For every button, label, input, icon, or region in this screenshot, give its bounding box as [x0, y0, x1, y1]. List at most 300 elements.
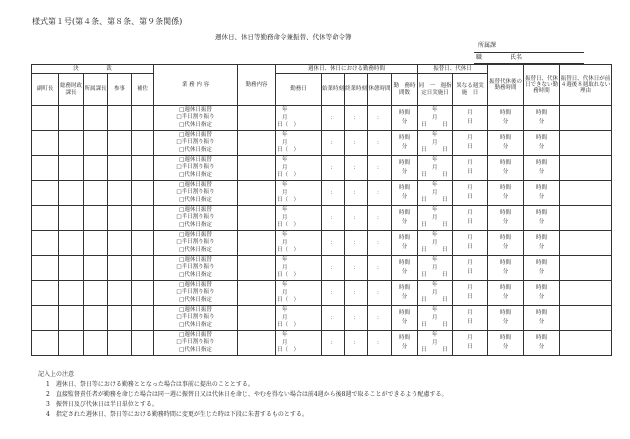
work-content-cell[interactable] [238, 331, 276, 356]
deputy-mayor-stamp-cell[interactable] [32, 131, 59, 156]
day-unit: 日 [467, 219, 473, 225]
transfer-hours-cell[interactable] [488, 231, 524, 256]
assistant-stamp-cell[interactable] [132, 131, 154, 156]
option-compensatory-day[interactable]: □代休日指定 [179, 121, 212, 128]
non-transfer-hours-cell[interactable] [524, 106, 560, 131]
transfer-hours-cell[interactable] [488, 281, 524, 306]
option-holiday-transfer[interactable]: □週休日振替 [179, 181, 212, 188]
break-time-cell[interactable] [368, 281, 392, 306]
deputy-mayor-stamp-cell[interactable] [32, 331, 59, 356]
deputy-mayor-stamp-cell[interactable] [32, 231, 59, 256]
work-date-cell[interactable] [276, 306, 322, 331]
day-unit: 日 [421, 272, 427, 278]
option-holiday-transfer[interactable]: □週休日振替 [179, 156, 212, 163]
month-unit: 月 [282, 165, 288, 171]
work-date-cell[interactable] [276, 231, 322, 256]
work-date-cell[interactable] [276, 331, 322, 356]
affiliation-field-line[interactable] [474, 52, 584, 53]
day-unit: 日 [421, 222, 427, 228]
other-week-date-cell[interactable] [453, 331, 488, 356]
break-time-cell[interactable] [368, 206, 392, 231]
hour-unit: 時間 [499, 310, 511, 316]
duty-options-cell[interactable] [154, 331, 238, 356]
break-time-cell[interactable] [368, 256, 392, 281]
work-date-cell[interactable] [276, 206, 322, 231]
day-unit: 日 [442, 322, 448, 328]
transfer-header: 振替日、代休日 [418, 65, 488, 74]
reason-cell[interactable] [560, 206, 612, 231]
work-hours-cell[interactable] [392, 306, 418, 331]
non-transfer-hours-cell[interactable] [524, 156, 560, 181]
start-time-cell[interactable] [322, 306, 345, 331]
form-label: 様式第１号(第４条、第８条、第９条関係) [32, 17, 183, 26]
work-date-cell[interactable] [276, 181, 322, 206]
same-week-date-cell[interactable] [418, 181, 453, 206]
same-week-date-cell[interactable] [418, 106, 453, 131]
other-week-date-cell[interactable] [453, 131, 488, 156]
month-unit: 月 [432, 165, 438, 171]
reason-cell[interactable] [560, 181, 612, 206]
other-week-date-cell[interactable] [453, 306, 488, 331]
non-transfer-hours-cell[interactable] [524, 206, 560, 231]
non-transfer-hours-cell[interactable] [524, 231, 560, 256]
option-half-day-allocation[interactable]: □半日割り振り [176, 214, 215, 221]
break-time-cell[interactable] [368, 231, 392, 256]
work-content-cell[interactable] [238, 106, 276, 131]
start-time-cell[interactable] [322, 231, 345, 256]
note-item: 1 週休日、祭日等における勤務ととなった場合は事前に提出のこととする。 [46, 381, 254, 388]
hour-unit: 時間 [398, 185, 410, 191]
time-separator: ： [376, 214, 383, 221]
start-time-cell[interactable] [322, 106, 345, 131]
option-compensatory-day[interactable]: □代休日指定 [179, 246, 212, 253]
same-week-date-cell[interactable] [418, 231, 453, 256]
minute-unit: 分 [502, 194, 509, 200]
day-unit: 日 [467, 269, 473, 275]
deputy-mayor-stamp-cell[interactable] [32, 281, 59, 306]
option-compensatory-day[interactable]: □代休日指定 [179, 196, 212, 203]
hour-unit: 時間 [398, 160, 410, 166]
option-compensatory-day[interactable]: □代休日指定 [179, 321, 212, 328]
day-unit: 日 [421, 122, 427, 128]
general-affairs-stamp-cell[interactable] [59, 106, 84, 131]
duty-options-cell[interactable] [154, 106, 238, 131]
dept-head-stamp-cell[interactable] [84, 206, 108, 231]
option-half-day-allocation[interactable]: □半日割り振り [176, 339, 215, 346]
option-half-day-allocation[interactable]: □半日割り振り [176, 139, 215, 146]
same-week-date-cell[interactable] [418, 131, 453, 156]
minute-unit: 分 [401, 219, 408, 225]
end-time-cell[interactable] [345, 206, 368, 231]
general-affairs-stamp-cell[interactable] [59, 256, 84, 281]
hour-unit: 時間 [398, 310, 410, 316]
deputy-mayor-stamp-cell[interactable] [32, 306, 59, 331]
other-week-date-cell[interactable] [453, 181, 488, 206]
break-time-cell[interactable] [368, 306, 392, 331]
minute-unit: 分 [538, 294, 545, 300]
time-separator: ： [376, 189, 383, 196]
minute-unit: 分 [538, 319, 545, 325]
day-unit: 日 [442, 222, 448, 228]
dept-head-stamp-cell[interactable] [84, 156, 108, 181]
deputy-mayor-stamp-cell[interactable] [32, 156, 59, 181]
same-week-date-cell[interactable] [418, 206, 453, 231]
option-compensatory-day[interactable]: □代休日指定 [179, 171, 212, 178]
other-week-date-cell[interactable] [453, 256, 488, 281]
dept-head-stamp-cell[interactable] [84, 281, 108, 306]
deputy-mayor-header: 副町長 [32, 74, 59, 106]
non-transfer-hours-cell[interactable] [524, 181, 560, 206]
year-unit: 年 [282, 132, 288, 138]
day-weekday-unit: 日（ ） [277, 322, 300, 328]
counselor-stamp-cell[interactable] [108, 206, 132, 231]
month-unit: 月 [282, 290, 288, 296]
counselor-stamp-cell[interactable] [108, 306, 132, 331]
option-compensatory-day[interactable]: □代休日指定 [179, 346, 212, 353]
reason-cell[interactable] [560, 306, 612, 331]
reason-cell[interactable] [560, 281, 612, 306]
reason-cell[interactable] [560, 156, 612, 181]
option-holiday-transfer[interactable]: □週休日振替 [179, 231, 212, 238]
option-half-day-allocation[interactable]: □半日割り振り [176, 239, 215, 246]
work-content-cell[interactable] [238, 181, 276, 206]
duty-options-cell[interactable] [154, 281, 238, 306]
minute-unit: 分 [538, 194, 545, 200]
year-unit: 年 [432, 132, 438, 138]
work-hours-cell[interactable] [392, 131, 418, 156]
day-unit: 日 [467, 144, 473, 150]
table-row [32, 256, 612, 281]
minute-unit: 分 [401, 244, 408, 250]
counselor-stamp-cell[interactable] [108, 181, 132, 206]
dept-head-stamp-cell[interactable] [84, 181, 108, 206]
hour-unit: 時間 [499, 110, 511, 116]
assistant-header: 補佐 [132, 74, 154, 106]
non-transfer-hours-cell[interactable] [524, 131, 560, 156]
hour-unit: 時間 [535, 185, 547, 191]
transfer-hours-cell[interactable] [488, 331, 524, 356]
day-unit: 日 [467, 294, 473, 300]
start-time-cell[interactable] [322, 256, 345, 281]
minute-unit: 分 [401, 319, 408, 325]
same-week-date-cell[interactable] [418, 306, 453, 331]
work-content-cell[interactable] [238, 281, 276, 306]
hour-unit: 時間 [398, 210, 410, 216]
transfer-hours-cell[interactable] [488, 206, 524, 231]
time-separator: ： [353, 339, 359, 346]
day-unit: 日 [467, 119, 473, 125]
work-hours-cell[interactable] [392, 256, 418, 281]
year-unit: 年 [282, 232, 288, 238]
end-time-cell[interactable] [345, 231, 368, 256]
year-unit: 年 [432, 232, 438, 238]
minute-unit: 分 [538, 244, 545, 250]
day-unit: 日 [442, 122, 448, 128]
non-transfer-hours-cell[interactable] [524, 306, 560, 331]
option-half-day-allocation[interactable]: □半日割り振り [176, 189, 215, 196]
general-affairs-stamp-cell[interactable] [59, 131, 84, 156]
duty-options-cell[interactable] [154, 256, 238, 281]
transfer-hours-cell[interactable] [488, 106, 524, 131]
end-time-cell[interactable] [345, 306, 368, 331]
work-hours-cell[interactable] [392, 206, 418, 231]
work-hours-cell[interactable] [392, 281, 418, 306]
work-hours-cell[interactable] [392, 331, 418, 356]
duty-options-cell[interactable] [154, 206, 238, 231]
end-time-cell[interactable] [345, 106, 368, 131]
transfer-hours-cell[interactable] [488, 131, 524, 156]
dept-head-stamp-cell[interactable] [84, 256, 108, 281]
transfer-hours-cell[interactable] [488, 256, 524, 281]
assistant-stamp-cell[interactable] [132, 306, 154, 331]
time-separator: ： [376, 314, 383, 321]
option-holiday-transfer[interactable]: □週休日振替 [179, 106, 212, 113]
dept-head-stamp-cell[interactable] [84, 231, 108, 256]
end-time-cell[interactable] [345, 281, 368, 306]
reason-cell[interactable] [560, 106, 612, 131]
option-half-day-allocation[interactable]: □半日割り振り [176, 114, 215, 121]
reason-cell[interactable] [560, 331, 612, 356]
minute-unit: 分 [502, 219, 509, 225]
month-unit: 月 [282, 190, 288, 196]
counselor-stamp-cell[interactable] [108, 156, 132, 181]
end-time-cell[interactable] [345, 156, 368, 181]
duty-options-cell[interactable] [154, 306, 238, 331]
day-weekday-unit: 日（ ） [277, 222, 300, 228]
start-time-cell[interactable] [322, 331, 345, 356]
deputy-mayor-stamp-cell[interactable] [32, 181, 59, 206]
holiday-hours-header: 週休日、休日における勤務時間 [276, 65, 418, 74]
general-affairs-stamp-cell[interactable] [59, 281, 84, 306]
assistant-stamp-cell[interactable] [132, 206, 154, 231]
hour-unit: 時間 [535, 160, 547, 166]
work-date-cell[interactable] [276, 281, 322, 306]
day-unit: 日 [442, 247, 448, 253]
transfer-hours-cell[interactable] [488, 181, 524, 206]
end-time-cell[interactable] [345, 331, 368, 356]
year-unit: 年 [432, 332, 438, 338]
break-time-cell[interactable] [368, 331, 392, 356]
duty-options-cell[interactable] [154, 131, 238, 156]
day-unit: 日 [467, 194, 473, 200]
work-date-cell[interactable] [276, 256, 322, 281]
work-hours-cell[interactable] [392, 156, 418, 181]
end-time-cell[interactable] [345, 131, 368, 156]
day-unit: 日 [467, 344, 473, 350]
work-date-cell[interactable] [276, 131, 322, 156]
minute-unit: 分 [401, 269, 408, 275]
assistant-stamp-cell[interactable] [132, 231, 154, 256]
work-content-cell[interactable] [238, 256, 276, 281]
non-transfer-hours-cell[interactable] [524, 281, 560, 306]
general-affairs-stamp-cell[interactable] [59, 331, 84, 356]
non-transfer-hours-cell[interactable] [524, 256, 560, 281]
option-half-day-allocation[interactable]: □半日割り振り [176, 164, 215, 171]
name-label: 氏名 [510, 54, 523, 61]
option-holiday-transfer[interactable]: □週休日振替 [179, 306, 212, 313]
work-content-cell[interactable] [238, 131, 276, 156]
day-weekday-unit: 日（ ） [277, 272, 300, 278]
other-week-date-cell[interactable] [453, 206, 488, 231]
minute-unit: 分 [502, 269, 509, 275]
day-weekday-unit: 日（ ） [277, 297, 300, 303]
reason-cell[interactable] [560, 131, 612, 156]
counselor-stamp-cell[interactable] [108, 281, 132, 306]
work-content-cell[interactable] [238, 156, 276, 181]
month-unit: 月 [432, 340, 438, 346]
table-row [32, 156, 612, 181]
duty-options-cell[interactable] [154, 231, 238, 256]
day-weekday-unit: 日（ ） [277, 247, 300, 253]
document-title: 週休日、休日等勤務命令兼振替、代休等命令簿 [215, 33, 352, 41]
day-unit: 日 [442, 347, 448, 353]
general-affairs-stamp-cell[interactable] [59, 181, 84, 206]
year-unit: 年 [432, 282, 438, 288]
hour-unit: 時間 [535, 110, 547, 116]
month-unit: 月 [282, 340, 288, 346]
break-time-cell[interactable] [368, 156, 392, 181]
month-unit: 月 [432, 290, 438, 296]
time-separator: ： [353, 214, 359, 221]
other-week-date-cell[interactable] [453, 156, 488, 181]
work-hours-cell[interactable] [392, 106, 418, 131]
hour-unit: 時間 [499, 335, 511, 341]
minute-unit: 分 [401, 344, 408, 350]
break-time-cell[interactable] [368, 131, 392, 156]
option-holiday-transfer[interactable]: □週休日振替 [179, 256, 212, 263]
duty-options-cell[interactable] [154, 181, 238, 206]
duty-options-cell[interactable] [154, 156, 238, 181]
general-affairs-stamp-cell[interactable] [59, 206, 84, 231]
time-separator: ： [330, 314, 336, 321]
day-weekday-unit: 日（ ） [277, 347, 300, 353]
general-affairs-stamp-cell[interactable] [59, 231, 84, 256]
year-unit: 年 [432, 257, 438, 263]
start-time-cell[interactable] [322, 156, 345, 181]
assistant-stamp-cell[interactable] [132, 331, 154, 356]
assistant-stamp-cell[interactable] [132, 156, 154, 181]
month-unit: 月 [282, 140, 288, 146]
deputy-mayor-stamp-cell[interactable] [32, 206, 59, 231]
order-register-table [31, 64, 612, 356]
work-hours-cell[interactable] [392, 231, 418, 256]
transfer-hours-cell[interactable] [488, 306, 524, 331]
time-separator: ： [353, 314, 359, 321]
dept-head-stamp-cell[interactable] [84, 106, 108, 131]
hour-unit: 時間 [499, 160, 511, 166]
same-week-date-cell[interactable] [418, 281, 453, 306]
option-holiday-transfer[interactable]: □週休日振替 [179, 206, 212, 213]
option-half-day-allocation[interactable]: □半日割り振り [176, 314, 215, 321]
start-time-cell[interactable] [322, 181, 345, 206]
assistant-stamp-cell[interactable] [132, 106, 154, 131]
hour-unit: 時間 [398, 285, 410, 291]
work-content-cell[interactable] [238, 231, 276, 256]
option-compensatory-day[interactable]: □代休日指定 [179, 221, 212, 228]
time-separator: ： [353, 189, 359, 196]
work-hours-cell[interactable] [392, 181, 418, 206]
day-unit: 日 [442, 172, 448, 178]
year-unit: 年 [282, 182, 288, 188]
option-holiday-transfer[interactable]: □週休日振替 [179, 131, 212, 138]
hour-unit: 時間 [398, 135, 410, 141]
deputy-mayor-stamp-cell[interactable] [32, 256, 59, 281]
same-week-date-cell[interactable] [418, 331, 453, 356]
work-content-cell[interactable] [238, 206, 276, 231]
minute-unit: 分 [502, 144, 509, 150]
start-time-cell[interactable] [322, 206, 345, 231]
month-unit: 月 [467, 260, 473, 266]
deputy-mayor-stamp-cell[interactable] [32, 106, 59, 131]
transfer-hours-cell[interactable] [488, 156, 524, 181]
option-compensatory-day[interactable]: □代休日指定 [179, 296, 212, 303]
work-date-cell[interactable] [276, 106, 322, 131]
hour-unit: 時間 [499, 285, 511, 291]
same-week-date-cell[interactable] [418, 156, 453, 181]
same-week-date-cell[interactable] [418, 256, 453, 281]
counselor-stamp-cell[interactable] [108, 331, 132, 356]
dept-head-stamp-cell[interactable] [84, 306, 108, 331]
non-transfer-hours-cell[interactable] [524, 331, 560, 356]
option-half-day-allocation[interactable]: □半日割り振り [176, 264, 215, 271]
option-holiday-transfer[interactable]: □週休日振替 [179, 281, 212, 288]
work-date-cell[interactable] [276, 156, 322, 181]
reason-cell[interactable] [560, 231, 612, 256]
option-holiday-transfer[interactable]: □週休日振替 [179, 331, 212, 338]
month-unit: 月 [432, 140, 438, 146]
day-unit: 日 [467, 169, 473, 175]
start-time-cell[interactable] [322, 281, 345, 306]
general-affairs-stamp-cell[interactable] [59, 156, 84, 181]
counselor-stamp-cell[interactable] [108, 231, 132, 256]
start-time-cell[interactable] [322, 131, 345, 156]
end-time-cell[interactable] [345, 181, 368, 206]
counselor-stamp-cell[interactable] [108, 131, 132, 156]
other-week-date-cell[interactable] [453, 231, 488, 256]
end-time-cell[interactable] [345, 256, 368, 281]
day-unit: 日 [421, 247, 427, 253]
hour-unit: 時間 [535, 310, 547, 316]
work-content-cell[interactable] [238, 306, 276, 331]
minute-unit: 分 [538, 269, 545, 275]
break-time-cell[interactable] [368, 181, 392, 206]
option-compensatory-day[interactable]: □代休日指定 [179, 271, 212, 278]
option-half-day-allocation[interactable]: □半日割り振り [176, 289, 215, 296]
time-separator: ： [330, 114, 336, 121]
assistant-stamp-cell[interactable] [132, 256, 154, 281]
general-affairs-stamp-cell[interactable] [59, 306, 84, 331]
time-separator: ： [353, 289, 359, 296]
counselor-stamp-cell[interactable] [108, 106, 132, 131]
minute-unit: 分 [502, 294, 509, 300]
option-compensatory-day[interactable]: □代休日指定 [179, 146, 212, 153]
counselor-stamp-cell[interactable] [108, 256, 132, 281]
dept-head-stamp-cell[interactable] [84, 331, 108, 356]
reason-cell[interactable] [560, 256, 612, 281]
dept-head-stamp-cell[interactable] [84, 131, 108, 156]
break-time-header: 休憩時間 [368, 74, 392, 106]
assistant-stamp-cell[interactable] [132, 281, 154, 306]
time-separator: ： [353, 239, 359, 246]
assistant-stamp-cell[interactable] [132, 181, 154, 206]
other-week-date-cell[interactable] [453, 281, 488, 306]
day-weekday-unit: 日（ ） [277, 122, 300, 128]
other-week-date-cell[interactable] [453, 106, 488, 131]
table-row [32, 131, 612, 156]
table-row [32, 331, 612, 356]
break-time-cell[interactable] [368, 106, 392, 131]
start-time-header: 始業時刻 [322, 74, 345, 106]
